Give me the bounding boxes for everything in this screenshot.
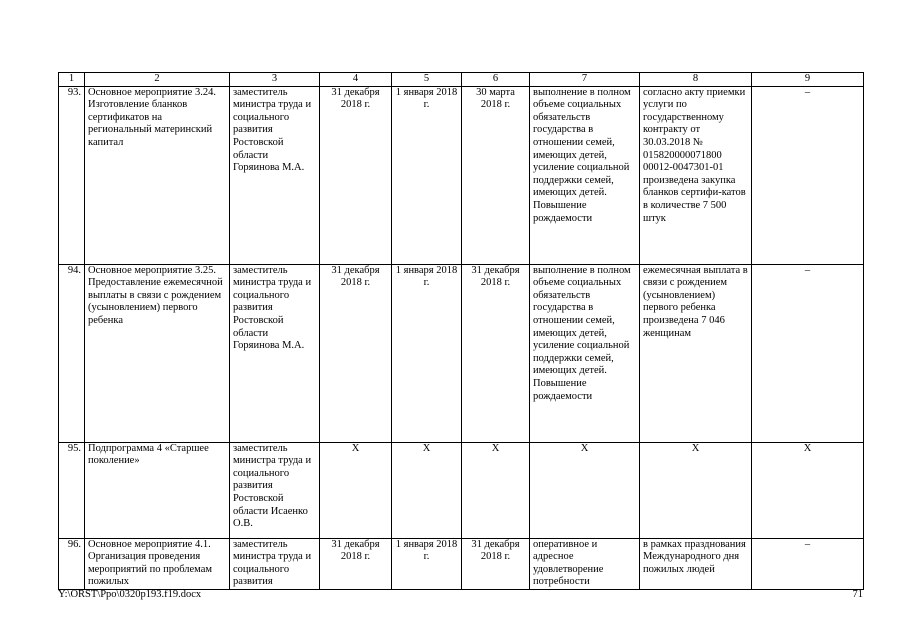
table-row (59, 538, 864, 589)
notes: – (752, 86, 864, 264)
notes: X (752, 442, 864, 538)
notes: – (752, 264, 864, 442)
column-number-row (59, 73, 864, 87)
planned-result: оперативное и адресное удовлетворение потребности (530, 538, 640, 589)
column-number: 5 (392, 73, 462, 87)
row-number: 95. (59, 442, 85, 538)
events-table (58, 72, 864, 590)
planned-result: выполнение в полном объеме социальных обязательств государства в отношении семей, имеющих детей, усиление социальной поддержки семей, имеющих детей. Повышение рождаемости (530, 264, 640, 442)
table-row (59, 442, 864, 538)
planned-end-date: 31 декабря 2018 г. (320, 264, 392, 442)
actual-result: согласно акту приемки услуги по государственному контракту от 30.03.2018 № 015820000071800 00012-0047301-01 произведена закупка бланков сертифи-катов в количестве 7 500 штук (640, 86, 752, 264)
responsible-person: заместитель министра труда и социального развития Ростовской области Исаенко О.В. (230, 442, 320, 538)
planned-end-date: 31 декабря 2018 г. (320, 86, 392, 264)
column-number: 9 (752, 73, 864, 87)
table-row (59, 264, 864, 442)
event-name: Подпрограмма 4 «Старшее поколение» (85, 442, 230, 538)
actual-end-date: 30 марта 2018 г. (462, 86, 530, 264)
table-row (59, 86, 864, 264)
column-number: 7 (530, 73, 640, 87)
actual-end-date: 31 декабря 2018 г. (462, 264, 530, 442)
planned-result: выполнение в полном объеме социальных обязательств государства в отношении семей, имеющих детей, усиление социальной поддержки семей, имеющих детей. Повышение рождаемости (530, 86, 640, 264)
actual-start-date: X (392, 442, 462, 538)
row-number: 93. (59, 86, 85, 264)
actual-start-date: 1 января 2018 г. (392, 264, 462, 442)
notes: – (752, 538, 864, 589)
planned-end-date: 31 декабря 2018 г. (320, 538, 392, 589)
actual-end-date: X (462, 442, 530, 538)
column-number: 4 (320, 73, 392, 87)
row-number: 94. (59, 264, 85, 442)
actual-result: ежемесячная выплата в связи с рождением (усыновлением) первого ребенка произведена 7 046 женщинам (640, 264, 752, 442)
column-number: 8 (640, 73, 752, 87)
page-number: 71 (852, 589, 863, 600)
actual-result: X (640, 442, 752, 538)
document-table-area (58, 72, 863, 590)
file-path-footer: Y:\ORST\Ppo\0320p193.f19.docx (58, 589, 202, 600)
actual-start-date: 1 января 2018 г. (392, 538, 462, 589)
responsible-person: заместитель министра труда и социального развития Ростовской области Горяинова М.А. (230, 264, 320, 442)
event-name: Основное мероприятие 3.24. Изготовление бланков сертификатов на региональный материнский капитал (85, 86, 230, 264)
column-number: 3 (230, 73, 320, 87)
row-number: 96. (59, 538, 85, 589)
column-number: 2 (85, 73, 230, 87)
column-number: 6 (462, 73, 530, 87)
responsible-person: заместитель министра труда и социального развития Ростовской области Горяинова М.А. (230, 86, 320, 264)
actual-start-date: 1 января 2018 г. (392, 86, 462, 264)
event-name: Основное мероприятие 4.1. Организация проведения мероприятий по проблемам пожилых (85, 538, 230, 589)
responsible-person: заместитель министра труда и социального развития (230, 538, 320, 589)
planned-end-date: X (320, 442, 392, 538)
actual-end-date: 31 декабря 2018 г. (462, 538, 530, 589)
actual-result: в рамках празднования Международного дня пожилых людей (640, 538, 752, 589)
planned-result: X (530, 442, 640, 538)
column-number: 1 (59, 73, 85, 87)
event-name: Основное мероприятие 3.25. Предоставление ежемесячной выплаты в связи с рождением (усыновлением) первого ребенка (85, 264, 230, 442)
